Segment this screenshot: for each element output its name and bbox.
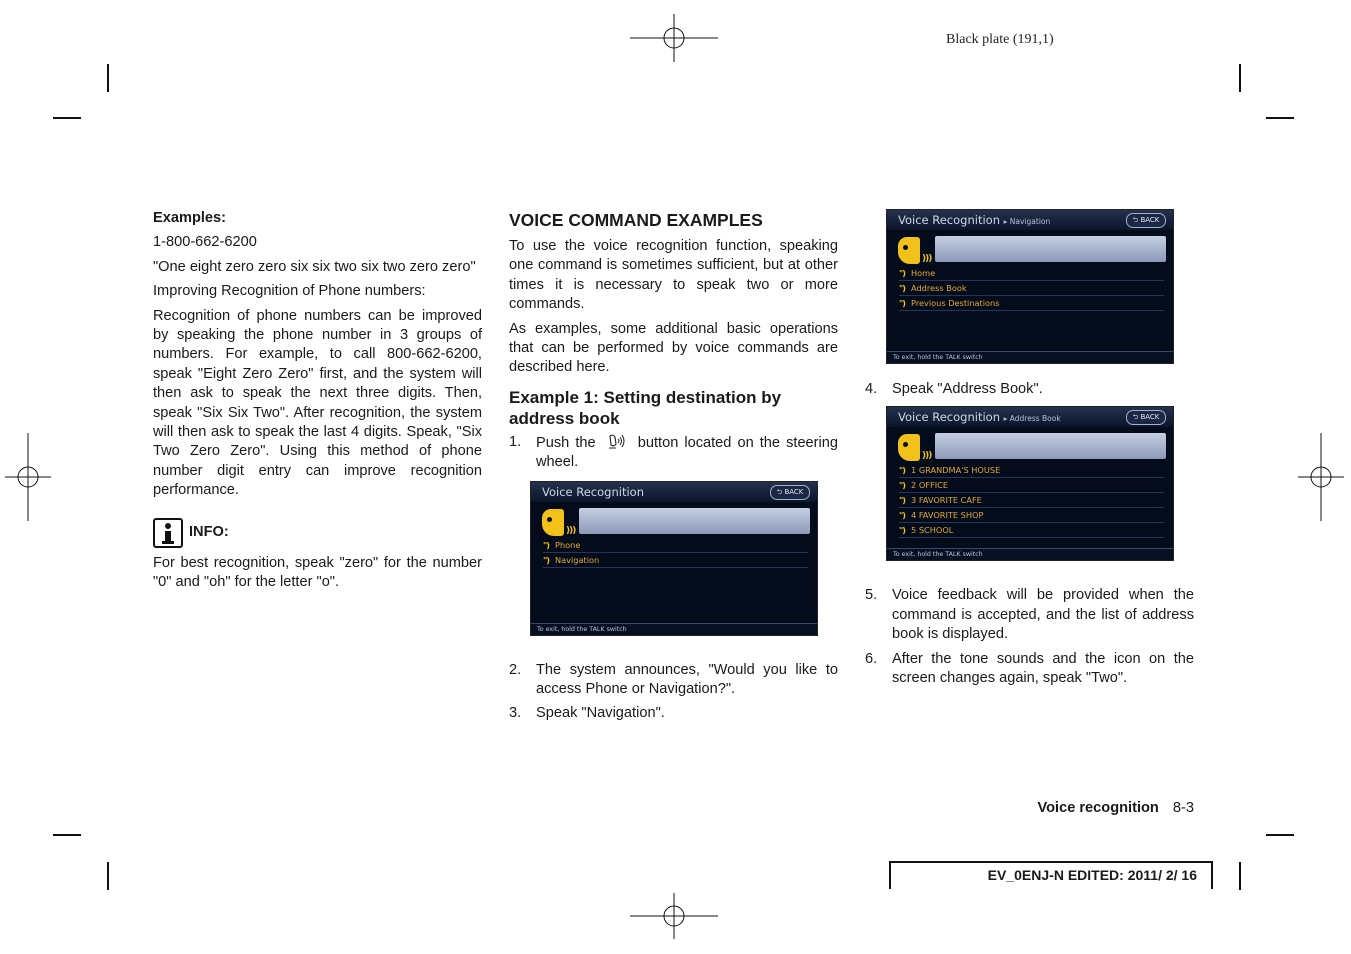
back-button[interactable]: ⮌ BACK [1126,213,1166,228]
footer-section-name: Voice recognition [1037,800,1159,816]
voice-input-bar [935,433,1166,459]
step-6: 6. After the tone sounds and the icon on the screen changes again, speak "Two". [865,650,1194,687]
screen-footer: To exit, hold the TALK switch [531,623,817,635]
voice-wave-icon: ))) [566,525,576,536]
column-middle [509,209,838,729]
back-arrow-icon: ⮌ [1132,216,1139,224]
black-plate-label: Black plate (191,1) [946,32,1054,47]
address-item-1[interactable]: ") 1 GRANDMA'S HOUSE [899,463,1164,478]
menu-item-navigation[interactable]: ") Navigation [543,553,808,568]
voice-input-bar [935,236,1166,262]
back-arrow-icon: ⮌ [1132,413,1139,422]
back-button[interactable]: ⮌ BACK [770,485,810,500]
voice-face-icon [898,434,920,461]
intro-paragraph-1: To use the voice recognition function, speaking one command is sometimes sufficient, but at other times it is necessary to speak two or more commands. [509,238,838,313]
menu-item-previous-destinations[interactable]: ") Previous Destinations [899,296,1164,311]
menu-item-phone[interactable]: ") Phone [543,538,808,553]
screen-title: Voice Recognition [898,410,1000,425]
edited-stamp: EV_0ENJ-N EDITED: 2011/ 2/ 16 [889,861,1213,889]
screen-breadcrumb: ▸ Navigation [1003,217,1051,226]
example-title: Example 1: Setting destination by address book [509,387,782,428]
screen-footer: To exit, hold the TALK switch [887,351,1173,363]
screen-title: Voice Recognition [898,213,1000,227]
screen-voice-recognition-1 [530,481,818,636]
info-text: For best recognition, speak "zero" for the number "0" and "oh" for the letter "o". [153,554,482,591]
examples-heading: Examples: [153,210,227,226]
voice-wave-icon: ))) [922,451,932,462]
info-icon [153,518,183,548]
voice-input-bar [579,508,810,534]
step-4: 4. Speak "Address Book". [865,381,1043,397]
screen-voice-recognition-navigation [886,209,1174,364]
screen-breadcrumb: ▸ Address Book [1003,414,1061,424]
step-2: 2. The system announces, "Would you like to access Phone or Navigation?". [509,661,838,698]
voice-face-icon [898,237,920,264]
address-item-2[interactable]: ") 2 OFFICE [899,478,1164,493]
screen-footer: To exit, hold the TALK switch [887,548,1173,560]
screen-title: Voice Recognition [542,484,644,499]
page-number: 8-3 [1172,800,1194,816]
back-button[interactable]: ⮌ BACK [1126,410,1166,425]
info-label: INFO: [189,523,229,540]
address-item-3[interactable]: ") 3 FAVORITE CAFE [899,493,1164,508]
improving-heading: Improving Recognition of Phone numbers: [153,283,426,300]
menu-item-home[interactable]: ") Home [899,266,1164,281]
registration-mark-right [1298,433,1344,521]
step-1: 1. Push the button located on the steering wheel. [509,433,839,471]
voice-face-icon [542,509,564,536]
column-left [153,209,482,598]
registration-mark-top [630,14,718,62]
talk-switch-icon [606,433,628,451]
registration-mark-bottom [630,893,718,939]
intro-paragraph-2: As examples, some additional basic operations that can be performed by voice commands are described here. [509,320,838,376]
column-right [865,209,1194,693]
example-phone-number: 1-800-662-6200 [153,234,257,251]
voice-wave-icon: ))) [922,254,932,264]
address-item-4[interactable]: ") 4 FAVORITE SHOP [899,508,1164,523]
page-footer [1037,800,1194,816]
menu-item-address-book[interactable]: ") Address Book [899,281,1164,296]
section-title: VOICE COMMAND EXAMPLES [509,210,763,230]
screen-voice-recognition-address-book [886,406,1174,561]
example-spoken: "One eight zero zero six six two six two zero zero" [153,258,476,275]
info-header [153,518,482,548]
step-5: 5. Voice feedback will be provided when the command is accepted, and the list of address book is displayed. [865,587,1194,643]
address-item-5[interactable]: ") 5 SCHOOL [899,523,1164,538]
back-arrow-icon: ⮌ [776,487,783,496]
step-3: 3. Speak "Navigation". [509,705,665,722]
recognition-paragraph: Recognition of phone numbers can be improved by speaking the phone number in 3 groups of numbers. For example, to call 800-662-6200, speak "Eight Zero Zero" first, and the system will then ask to speak the next three digits. Then, speak "Six Six Two". After recognition, the system will then ask to speak the last 4 digits. Speak, "Six Two Zero Zero". Using this method of phone number digit entry can improve recognition performance. [153,307,482,499]
registration-mark-left [5,433,51,521]
